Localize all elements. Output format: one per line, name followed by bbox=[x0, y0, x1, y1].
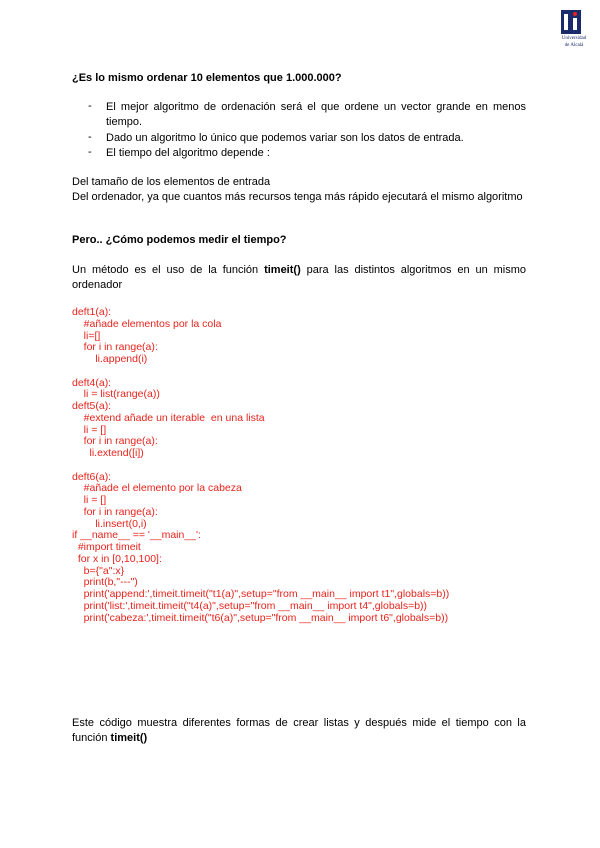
code-line: for i in range(a): bbox=[72, 505, 158, 518]
conclusion-paragraph bbox=[72, 716, 526, 746]
timeit-function-name: timeit() bbox=[110, 732, 148, 744]
code-line: li = [] bbox=[72, 494, 107, 506]
code-line: if __name__ == '__main__': bbox=[72, 529, 201, 542]
code-line: print('cabeza:',timeit.timeit("t6(a)",setup="from __main__ import t6",globals=b)) bbox=[72, 611, 449, 624]
bullet-marker: - bbox=[88, 131, 92, 143]
university-crest-icon bbox=[561, 10, 581, 34]
timeit-function-name: timeit() bbox=[264, 264, 301, 276]
code-line bbox=[72, 366, 449, 378]
dependency-line: Del ordenador, ya que cuantos más recursos tenga más rápido ejecutará el mismo algoritmo bbox=[72, 191, 523, 203]
code-line: print('append:',timeit.timeit("t1(a)",setup="from __main__ import t1",globals=b)) bbox=[72, 588, 450, 600]
code-line: #import timeit bbox=[72, 541, 141, 553]
intro-paragraph bbox=[72, 263, 526, 293]
conclusion-text: Este código muestra diferentes formas de crear listas y después mide el tiempo con la función bbox=[72, 717, 526, 744]
code-line: #añade elementos por la cola bbox=[72, 317, 222, 330]
code-line: li = list(range(a)) bbox=[72, 388, 160, 401]
bullet-marker: - bbox=[88, 146, 92, 158]
intro-text: Un método es el uso de la función bbox=[72, 264, 265, 276]
code-line: li.append(i) bbox=[72, 353, 148, 365]
intro-text-end: para las distintos algoritmos en un mismo ordenador bbox=[72, 264, 526, 291]
code-block bbox=[72, 307, 449, 624]
code-line: li = [] bbox=[72, 423, 107, 436]
code-line: deft4(a): bbox=[72, 376, 112, 389]
section-heading: ¿Es lo mismo ordenar 10 elementos que 1.000.000? bbox=[72, 72, 342, 84]
code-line: print(b,"---") bbox=[72, 576, 138, 589]
university-logo bbox=[552, 10, 596, 50]
code-line: for i in range(a): bbox=[72, 435, 158, 448]
bullet-item: El tiempo del algoritmo depende : bbox=[106, 147, 270, 159]
bullet-item: Dado un algoritmo lo único que podemos variar son los datos de entrada. bbox=[106, 132, 464, 144]
code-line: deft5(a): bbox=[72, 400, 112, 412]
code-line: li=[] bbox=[72, 329, 101, 342]
logo-line-2: de Alcalá bbox=[564, 43, 584, 48]
code-line: #extend añade un iterable en una lista bbox=[72, 411, 265, 424]
code-line: b={"a":x} bbox=[72, 564, 125, 577]
code-line: for i in range(a): bbox=[72, 341, 158, 354]
code-line: for x in [0,10,100]: bbox=[72, 552, 162, 565]
code-line: li.insert(0,i) bbox=[72, 517, 147, 530]
code-line bbox=[72, 460, 449, 472]
logo-line-1: Universidad bbox=[561, 36, 587, 41]
code-line: li.extend([i]) bbox=[72, 447, 144, 459]
code-line: print('list:',timeit.timeit("t4(a)",setup="from __main__ import t4",globals=b)) bbox=[72, 599, 428, 612]
code-line: deft1(a): bbox=[72, 306, 112, 318]
code-line: deft6(a): bbox=[72, 470, 112, 483]
bullet-marker: - bbox=[88, 100, 92, 112]
code-line: #añade el elemento por la cabeza bbox=[72, 482, 242, 495]
bullet-item: El mejor algoritmo de ordenación será el que ordene un vector grande en menos tiempo. bbox=[106, 101, 526, 128]
subheading: Pero.. ¿Cómo podemos medir el tiempo? bbox=[72, 234, 287, 246]
dependency-line: Del tamaño de los elementos de entrada bbox=[72, 176, 271, 188]
